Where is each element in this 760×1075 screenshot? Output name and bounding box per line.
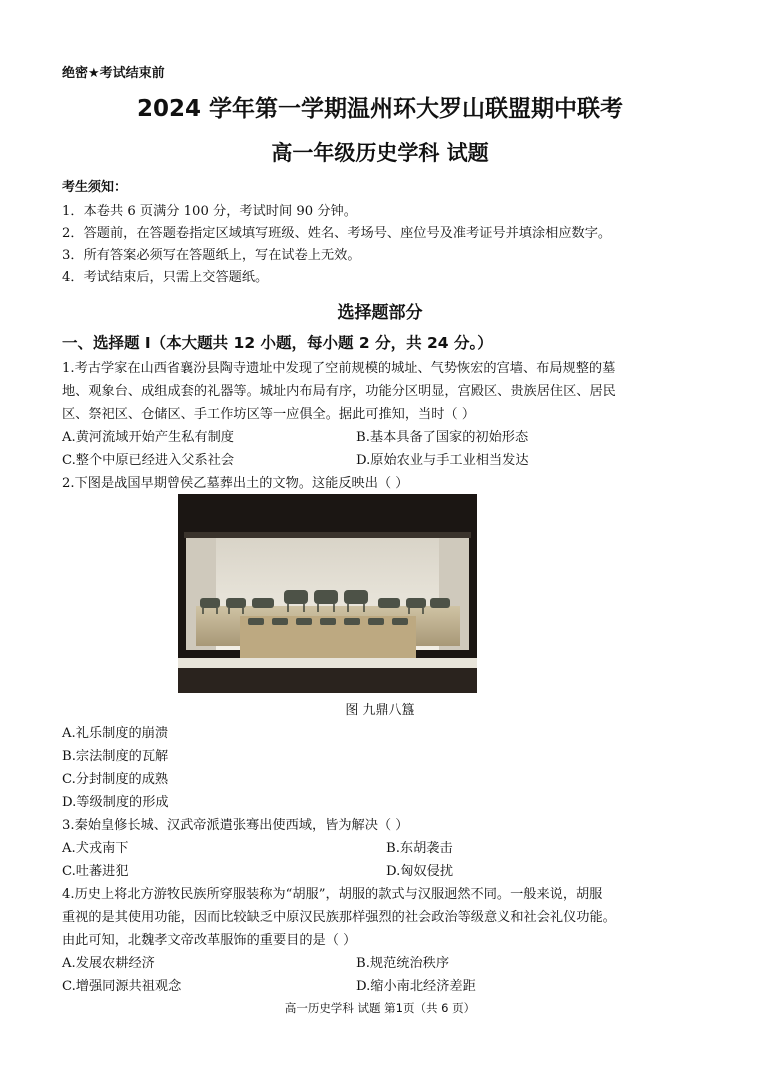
exam-subtitle: 高一年级历史学科 试题: [271, 140, 489, 165]
section-heading: 选择题部分: [337, 303, 423, 323]
confidential-mark: 绝密★考试结束前: [62, 66, 165, 81]
museum-display-illustration: [178, 494, 477, 693]
question-1-option-d: D.原始农业与手工业相当发达: [356, 453, 529, 468]
question-1-line: 地、观象台、成组成套的礼器等。城址内布局有序，功能分区明显，宫殿区、贵族居住区、居民: [62, 384, 616, 399]
question-1-option-c: C.整个中原已经进入父系社会: [62, 453, 235, 468]
note-item: 4．考试结束后，只需上交答题纸。: [62, 270, 269, 285]
question-1-line: 1.考古学家在山西省襄汾县陶寺遗址中发现了空前规模的城址、气势恢宏的宫墙、布局规整的墓: [62, 361, 616, 376]
question-2-option-c: C.分封制度的成熟: [62, 772, 169, 787]
question-2-line: 2.下图是战国早期曾侯乙墓葬出土的文物。这能反映出（ ）: [62, 476, 409, 491]
note-item: 1．本卷共 6 页满分 100 分，考试时间 90 分钟。: [62, 204, 357, 219]
page-footer: 高一历史学科 试题 第1页（共 6 页）: [284, 1001, 476, 1015]
question-4-line: 重视的是其使用功能，因而比较缺乏中原汉民族那样强烈的社会政治等级意义和社会礼仪功能。: [62, 910, 616, 925]
question-4-option-a: A.发展农耕经济: [62, 956, 155, 971]
question-3-option-b: B.东胡袭击: [386, 841, 453, 856]
note-item: 2．答题前，在答题卷指定区域填写班级、姓名、考场号、座位号及准考证号并填涂相应数字。: [62, 226, 612, 241]
question-3-line: 3.秦始皇修长城、汉武帝派遣张骞出使西域，皆为解决（ ）: [62, 818, 409, 833]
question-4-option-b: B.规范统治秩序: [356, 956, 450, 971]
question-3-option-d: D.匈奴侵扰: [386, 864, 454, 879]
exam-title: 2024 学年第一学期温州环大罗山联盟期中联考: [136, 96, 624, 122]
question-4-option-c: C.增强同源共祖观念: [62, 979, 182, 994]
part-heading: 一、选择题 Ⅰ（本大题共 12 小题，每小题 2 分，共 24 分。）: [62, 334, 493, 352]
question-3-option-a: A.犬戎南下: [62, 841, 129, 856]
notes-heading: 考生须知：: [62, 180, 128, 195]
question-4-line: 由此可知，北魏孝文帝改革服饰的重要目的是（ ）: [62, 933, 357, 948]
question-2-option-a: A.礼乐制度的崩溃: [62, 726, 169, 741]
question-4-line: 4.历史上将北方游牧民族所穿服装称为“胡服”，胡服的款式与汉服迥然不同。一般来说，胡服: [62, 887, 603, 902]
question-4-option-d: D.缩小南北经济差距: [356, 979, 476, 994]
question-1-option-a: A.黄河流域开始产生私有制度: [62, 430, 234, 445]
question-1-line: 区、祭祀区、仓储区、手工作坊区等一应俱全。据此可推知，当时（ ）: [62, 407, 476, 422]
question-2-option-b: B.宗法制度的瓦解: [62, 749, 169, 764]
note-item: 3．所有答案必须写在答题纸上，写在试卷上无效。: [62, 248, 361, 263]
question-2-option-d: D.等级制度的形成: [62, 795, 169, 810]
question-3-option-c: C.吐蕃进犯: [62, 864, 129, 879]
question-1-option-b: B.基本具备了国家的初始形态: [356, 430, 529, 445]
figure-caption: 图 九鼎八簋: [345, 703, 415, 718]
bronze-vessels-photo: [178, 494, 477, 693]
